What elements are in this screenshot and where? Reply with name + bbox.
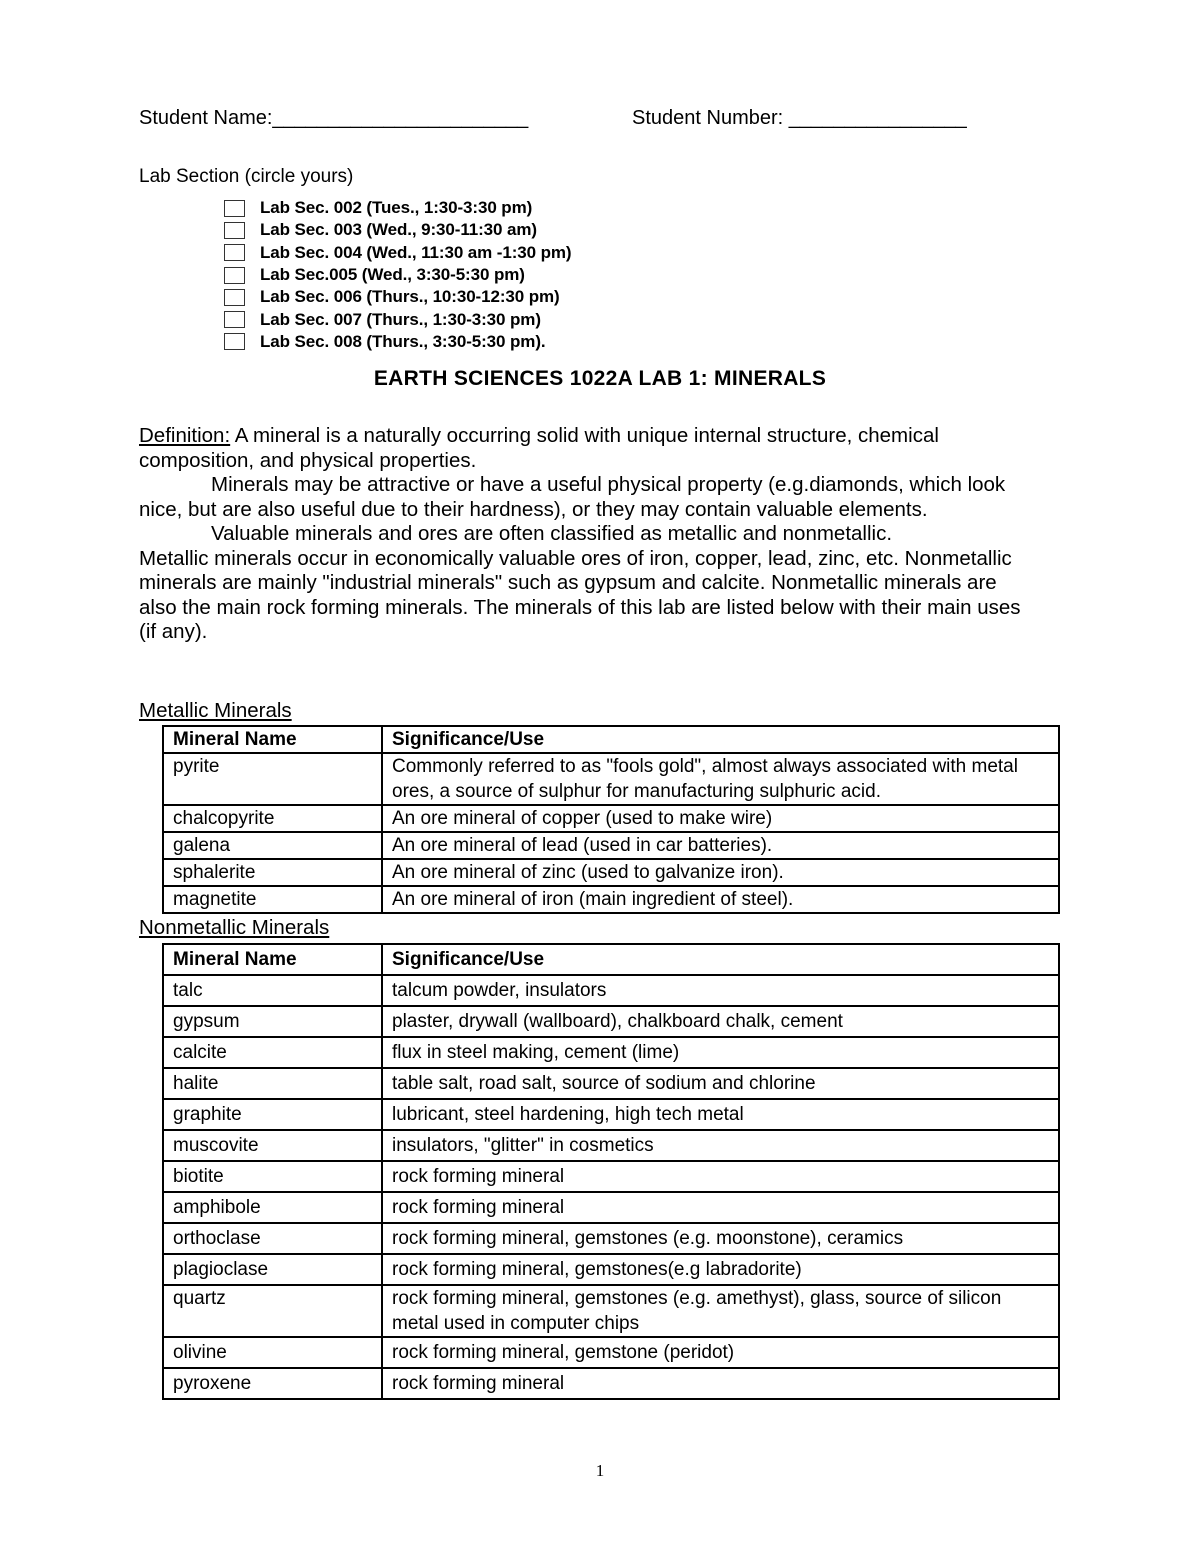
table-row [163,753,1059,805]
definition-paragraph [139,424,1039,473]
mineral-name-cell: orthoclase [163,1223,382,1254]
table-row [163,1099,1059,1130]
lab-section-option[interactable] [224,242,571,264]
checkbox[interactable] [224,200,245,217]
mineral-name-cell: halite [163,1068,382,1099]
mineral-use-cell: insulators, "glitter" in cosmetics [382,1130,1059,1161]
metallic-table [162,725,1060,914]
mineral-use-cell: rock forming mineral, gemstones (e.g. amethyst), glass, source of silicon metal used in computer chips [382,1285,1059,1337]
checkbox[interactable] [224,244,245,261]
lab-section-option-label: Lab Sec. 006 (Thurs., 10:30-12:30 pm) [260,287,560,307]
lab-section-option-label: Lab Sec. 007 (Thurs., 1:30-3:30 pm) [260,309,541,329]
table-row [163,1223,1059,1254]
lab-section-option[interactable] [224,308,571,330]
table-row [163,1285,1059,1337]
table-header-row [163,944,1059,975]
lab-section-option-label: Lab Sec. 004 (Wed., 11:30 am -1:30 pm) [260,242,572,262]
table-row [163,1037,1059,1068]
column-header-name: Mineral Name [163,726,382,753]
mineral-name-cell: sphalerite [163,859,382,886]
lab-section-option[interactable] [224,197,571,219]
lab-section-option[interactable] [224,286,571,308]
lab-section-option-label: Lab Sec. 003 (Wed., 9:30-11:30 am) [260,220,537,240]
table-row [163,1337,1059,1368]
mineral-name-cell: biotite [163,1161,382,1192]
checkbox[interactable] [224,267,245,284]
column-header-name: Mineral Name [163,944,382,975]
student-number-label: Student Number: ________________ [632,107,967,129]
mineral-use-cell: rock forming mineral [382,1368,1059,1399]
table-row [163,975,1059,1006]
mineral-use-cell: An ore mineral of iron (main ingredient of steel). [382,886,1059,913]
page-number: 1 [595,1461,605,1480]
table-row [163,1068,1059,1099]
document-title: EARTH SCIENCES 1022A LAB 1: MINERALS [373,367,827,390]
mineral-name-cell: gypsum [163,1006,382,1037]
lab-section-option-label: Lab Sec. 008 (Thurs., 3:30-5:30 pm). [260,331,546,351]
mineral-use-cell: rock forming mineral [382,1192,1059,1223]
mineral-name-cell: graphite [163,1099,382,1130]
lab-section-option[interactable] [224,219,571,241]
checkbox[interactable] [224,222,245,239]
mineral-use-cell: rock forming mineral, gemstone (peridot) [382,1337,1059,1368]
mineral-use-cell: table salt, road salt, source of sodium and chlorine [382,1068,1059,1099]
mineral-use-cell: flux in steel making, cement (lime) [382,1037,1059,1068]
table-row [163,1161,1059,1192]
checkbox[interactable] [224,333,245,350]
mineral-use-cell: plaster, drywall (wallboard), chalkboard chalk, cement [382,1006,1059,1037]
mineral-name-cell: galena [163,832,382,859]
lab-section-option[interactable] [224,331,571,353]
table-row [163,859,1059,886]
student-name-label: Student Name:_______________________ [139,107,529,129]
column-header-use: Significance/Use [382,726,1059,753]
table-row [163,1368,1059,1399]
mineral-use-cell: talcum powder, insulators [382,975,1059,1006]
mineral-name-cell: chalcopyrite [163,805,382,832]
table-header-row [163,726,1059,753]
mineral-name-cell: pyroxene [163,1368,382,1399]
table-row [163,886,1059,913]
intro-paragraph-2: Minerals may be attractive or have a useful physical property (e.g.diamonds, which look nice, but are also useful due to their hardness), or they may contain valuable elements. [139,473,1006,521]
definition-label: Definition: [139,424,231,447]
table-row [163,1130,1059,1161]
mineral-name-cell: plagioclase [163,1254,382,1285]
lab-section-label: Lab Section (circle yours) [139,166,354,187]
mineral-name-cell: muscovite [163,1130,382,1161]
column-header-use: Significance/Use [382,944,1059,975]
mineral-use-cell: Commonly referred to as "fools gold", almost always associated with metal ores, a source of sulphur for manufacturing sulphuric acid. [382,753,1059,805]
mineral-name-cell: magnetite [163,886,382,913]
mineral-use-cell: rock forming mineral, gemstones(e.g labradorite) [382,1254,1059,1285]
mineral-use-cell: rock forming mineral, gemstones (e.g. moonstone), ceramics [382,1223,1059,1254]
metallic-heading: Metallic Minerals [139,699,292,722]
checkbox[interactable] [224,289,245,306]
table-row [163,832,1059,859]
mineral-use-cell: An ore mineral of lead (used in car batteries). [382,832,1059,859]
intro-paragraph-3: Valuable minerals and ores are often classified as metallic and nonmetallic. [211,522,893,545]
mineral-name-cell: talc [163,975,382,1006]
nonmetallic-table [162,943,1060,1400]
mineral-name-cell: pyrite [163,753,382,805]
lab-section-list [224,197,571,353]
mineral-name-cell: amphibole [163,1192,382,1223]
table-row [163,1006,1059,1037]
intro-paragraph-3-continued: Metallic minerals occur in economically valuable ores of iron, copper, lead, zinc, etc. Nonmetallic minerals are mainly "industrial minerals" such as gypsum and calcite. Nonmetallic minerals are also the main rock forming minerals. The minerals of this lab are listed below with their main uses (if any). [139,546,1021,643]
lab-section-option[interactable] [224,264,571,286]
mineral-use-cell: lubricant, steel hardening, high tech metal [382,1099,1059,1130]
intro-text [139,424,1039,645]
table-row [163,1192,1059,1223]
lab-section-option-label: Lab Sec. 002 (Tues., 1:30-3:30 pm) [260,198,533,218]
definition-text: A mineral is a naturally occurring solid with unique internal structure, chemical composition, and physical properties. [139,424,939,472]
mineral-name-cell: olivine [163,1337,382,1368]
lab-section-option-label: Lab Sec.005 (Wed., 3:30-5:30 pm) [260,265,525,285]
mineral-name-cell: calcite [163,1037,382,1068]
mineral-name-cell: quartz [163,1285,382,1337]
nonmetallic-heading: Nonmetallic Minerals [139,916,330,939]
table-row [163,805,1059,832]
mineral-use-cell: An ore mineral of copper (used to make wire) [382,805,1059,832]
checkbox[interactable] [224,311,245,328]
mineral-use-cell: An ore mineral of zinc (used to galvanize iron). [382,859,1059,886]
table-row [163,1254,1059,1285]
mineral-use-cell: rock forming mineral [382,1161,1059,1192]
